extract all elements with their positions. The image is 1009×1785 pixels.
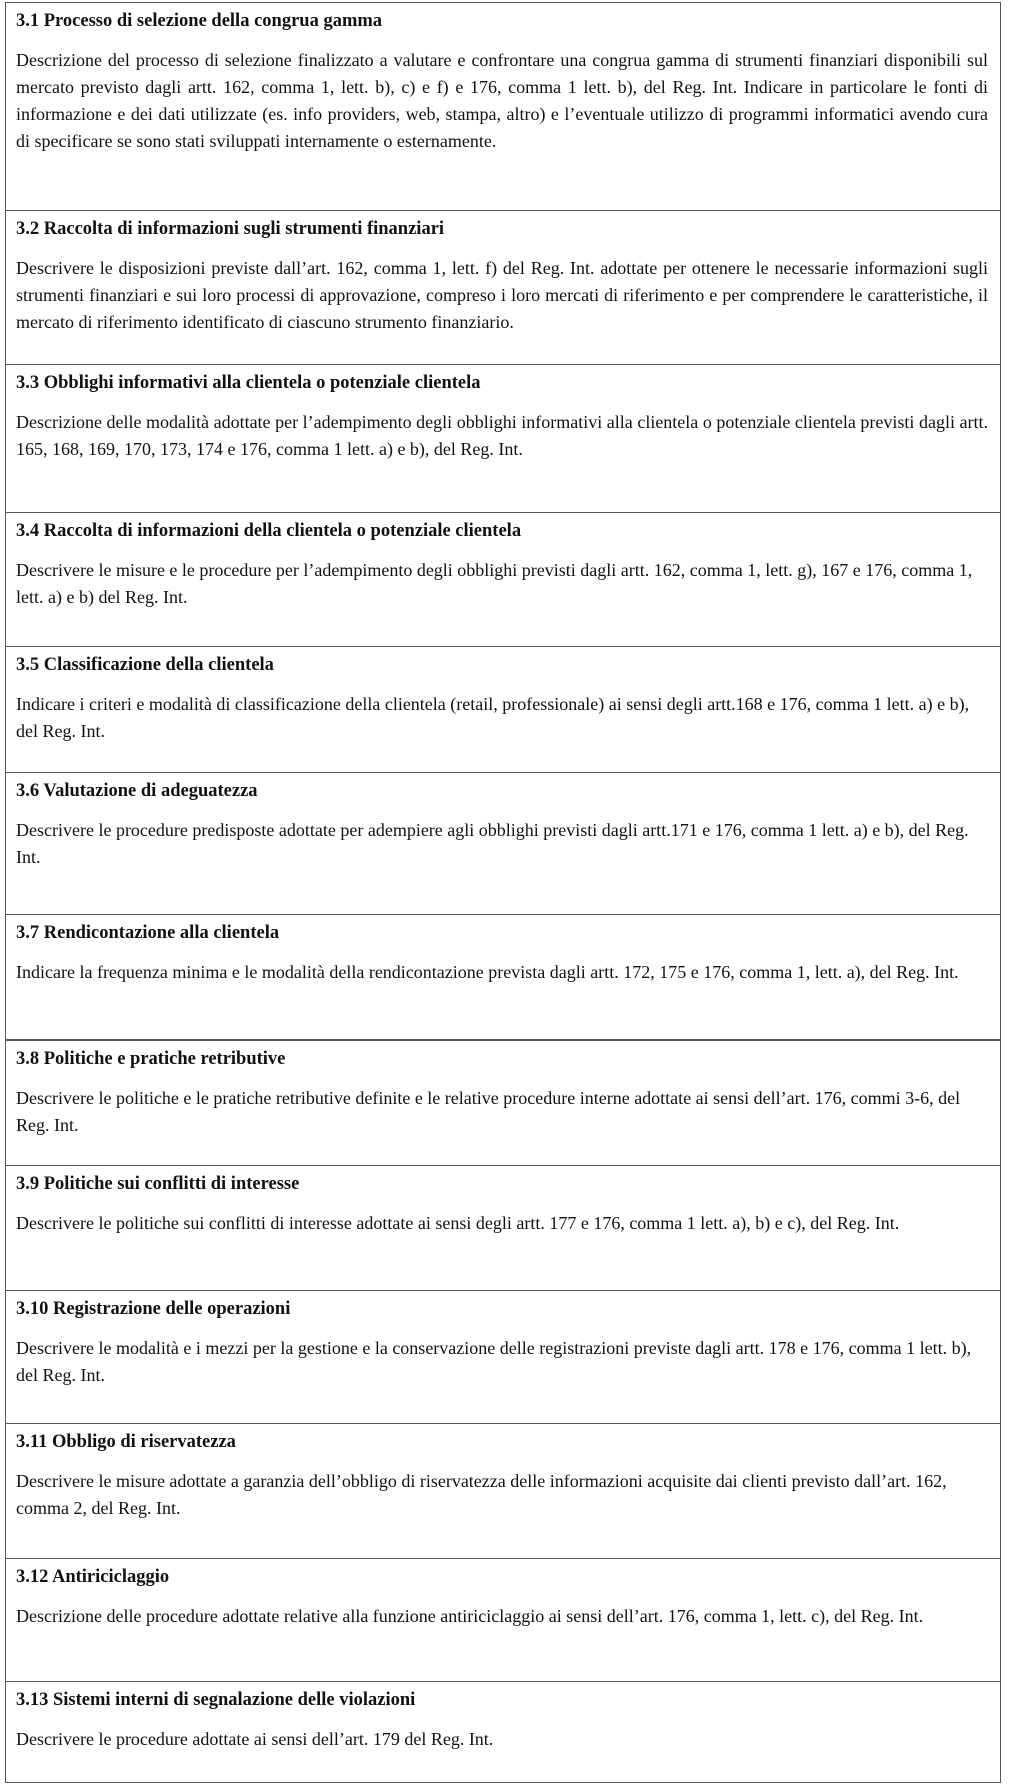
section-heading: 3.3 Obblighi informativi alla clientela o potenziale clientela (16, 373, 481, 393)
section-3-5 (5, 647, 1001, 773)
section-heading: 3.12 Antiriciclaggio (16, 1567, 170, 1587)
section-3-9 (5, 1166, 1001, 1291)
section-heading: 3.10 Registrazione delle operazioni (16, 1299, 291, 1319)
section-body: Descrivere le modalità e i mezzi per la gestione e la conservazione delle registrazioni previste dagli artt. 178 e 176, comma 1 lett. b), del Reg. Int. (16, 1338, 972, 1385)
section-heading: 3.1 Processo di selezione della congrua gamma (16, 11, 383, 31)
section-3-1 (5, 2, 1001, 211)
section-heading: 3.11 Obbligo di riservatezza (16, 1432, 236, 1452)
section-3-13 (5, 1682, 1001, 1783)
section-3-6 (5, 773, 1001, 915)
section-body: Descrivere le politiche sui conflitti di interesse adottate ai sensi degli artt. 177 e 176, comma 1 lett. a), b) e c), del Reg. Int. (16, 1213, 900, 1233)
section-body: Descrizione del processo di selezione finalizzato a valutare e confrontare una congrua gamma di strumenti finanziari disponibili sul mercato previsto dagli artt. 162, comma 1, lett. b), c) e f) e 176, comma 1 lett. b), del Reg. Int. Indicare in particolare le fonti di informazione e dei dati utilizzate (es. info providers, web, stampa, altro) e l’eventuale utilizzo di programmi informatici avendo cura di specificare se sono stati sviluppati internamente o esternamente. (16, 50, 988, 151)
section-body: Descrizione delle modalità adottate per l’adempimento degli obblighi informativi alla clientela o potenziale clientela previsti dagli artt. 165, 168, 169, 170, 173, 174 e 176, comma 1 lett. a) e b), del Reg. Int. (16, 412, 988, 459)
section-body: Descrivere le misure e le procedure per l’adempimento degli obblighi previsti dagli artt. 162, comma 1, lett. g), 167 e 176, comma 1, lett. a) e b) del Reg. Int. (16, 560, 973, 607)
section-heading: 3.2 Raccolta di informazioni sugli strumenti finanziari (16, 219, 445, 239)
section-body: Descrivere le disposizioni previste dall’art. 162, comma 1, lett. f) del Reg. Int. adottate per ottenere le necessarie informazioni sugli strumenti finanziari e sui loro processi di approvazione, compreso i loro mercati di riferimento e per comprendere le caratteristiche, il mercato di riferimento identificato di ciascuno strumento finanziario. (16, 258, 988, 332)
section-heading: 3.7 Rendicontazione alla clientela (16, 923, 280, 943)
section-body: Descrivere le procedure adottate ai sensi dell’art. 179 del Reg. Int. (16, 1729, 494, 1749)
section-heading: 3.9 Politiche sui conflitti di interesse (16, 1174, 300, 1194)
section-body: Descrizione delle procedure adottate relative alla funzione antiriciclaggio ai sensi dell’art. 176, comma 1, lett. c), del Reg. Int. (16, 1606, 924, 1626)
section-heading: 3.4 Raccolta di informazioni della clientela o potenziale clientela (16, 521, 522, 541)
section-3-4 (5, 513, 1001, 647)
section-3-12 (5, 1559, 1001, 1682)
section-heading: 3.6 Valutazione di adeguatezza (16, 781, 258, 801)
section-body: Descrivere le misure adottate a garanzia dell’obbligo di riservatezza delle informazioni acquisite dai clienti previsto dall’art. 162, comma 2, del Reg. Int. (16, 1471, 947, 1518)
section-body: Indicare la frequenza minima e le modalità della rendicontazione prevista dagli artt. 172, 175 e 176, comma 1, lett. a), del Reg. Int. (16, 962, 959, 982)
section-body: Descrivere le politiche e le pratiche retributive definite e le relative procedure interne adottate ai sensi dell’art. 176, commi 3-6, del Reg. Int. (16, 1088, 961, 1135)
section-body: Descrivere le procedure predisposte adottate per adempiere agli obblighi previsti dagli artt.171 e 176, comma 1 lett. a) e b), del Reg. Int. (16, 820, 969, 867)
section-3-2 (5, 211, 1001, 365)
section-3-8 (5, 1040, 1001, 1166)
section-heading: 3.8 Politiche e pratiche retributive (16, 1049, 286, 1069)
section-3-7 (5, 915, 1001, 1040)
section-3-11 (5, 1424, 1001, 1559)
section-3-3 (5, 365, 1001, 513)
section-heading: 3.5 Classificazione della clientela (16, 655, 274, 675)
section-3-10 (5, 1291, 1001, 1424)
section-body: Indicare i criteri e modalità di classificazione della clientela (retail, professionale) ai sensi degli artt.168 e 176, comma 1 lett. a) e b), del Reg. Int. (16, 694, 970, 741)
section-heading: 3.13 Sistemi interni di segnalazione delle violazioni (16, 1690, 416, 1710)
